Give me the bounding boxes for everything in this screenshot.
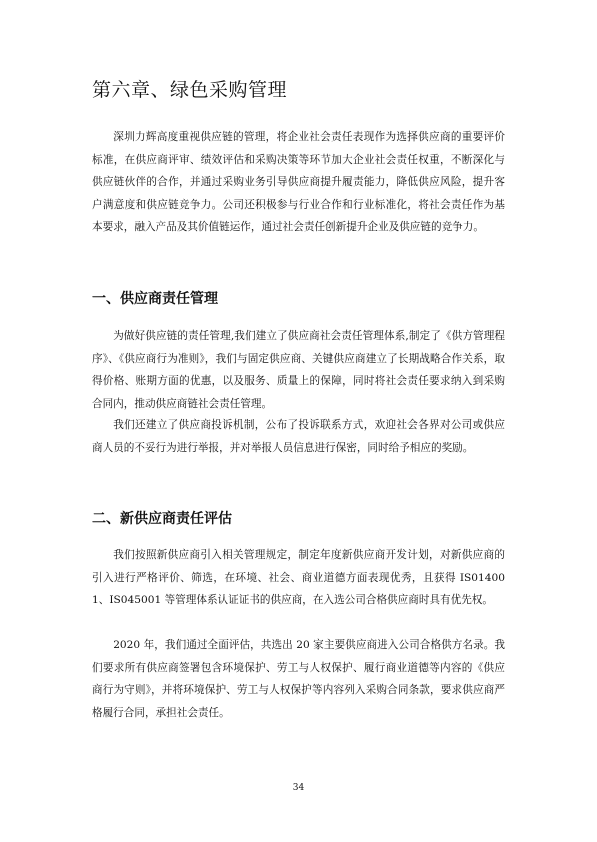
section-1-paragraph-1: 为做好供应链的责任管理,我们建立了供应商社会责任管理体系,制定了《供方管理程序》、《供应商行为准则》，我们与固定供应商、关键供应商建立了长期战略合作关系，取得价格、账期方面的优惠，以及服务、质量上的保障，同时将社会责任要求纳入到采购合同内，推动供应商链社会责任管理。 (92, 330, 505, 410)
chapter-title: 第六章、绿色采购管理 (92, 79, 288, 101)
section-2-paragraph-1: 我们按照新供应商引入相关管理规定，制定年度新供应商开发计划，对新供应商的引入进行严格评价、筛选，在环境、社会、商业道德方面表现优秀，且获得 IS014001、IS045001 等管理体系认证证书的供应商，在入选公司合格供应商时具有优先权。 (92, 549, 505, 606)
section-heading-supplier-responsibility: 一、供应商责任管理 (92, 291, 218, 307)
section-1-paragraph-2: 我们还建立了供应商投诉机制，公布了投诉联系方式，欢迎社会各界对公司或供应商人员的不妥行为进行举报，并对举报人员信息进行保密，同时给予相应的奖励。 (92, 419, 505, 454)
chapter-intro-paragraph: 深圳力辉高度重视供应链的管理，将企业社会责任表现作为选择供应商的重要评价标准，在供应商评审、绩效评估和采购决策等环节加大企业社会责任权重，不断深化与供应链伙伴的合作，并通过采购业务引导供应商提升履责能力，降低供应风险，提升客户满意度和供应链竞争力。公司还积极参与行业合作和行业标准化，将社会责任作为基本要求，融入产品及其价值链运作，通过社会责任创新提升企业及供应链的竞争力。 (92, 131, 505, 233)
page-number: 34 (292, 783, 305, 793)
section-2-paragraph-2: 2020 年，我们通过全面评估，共选出 20 家主要供应商进入公司合格供方名录。我们要求所有供应商签署包含环境保护、劳工与人权保护、履行商业道德等内容的《供应商行为守则》，并将环境保护、劳工与人权保护等内容列入采购合同条款，要求供应商严格履行合同，承担社会责任。 (92, 639, 505, 719)
section-heading-new-supplier-evaluation: 二、新供应商责任评估 (92, 511, 232, 527)
